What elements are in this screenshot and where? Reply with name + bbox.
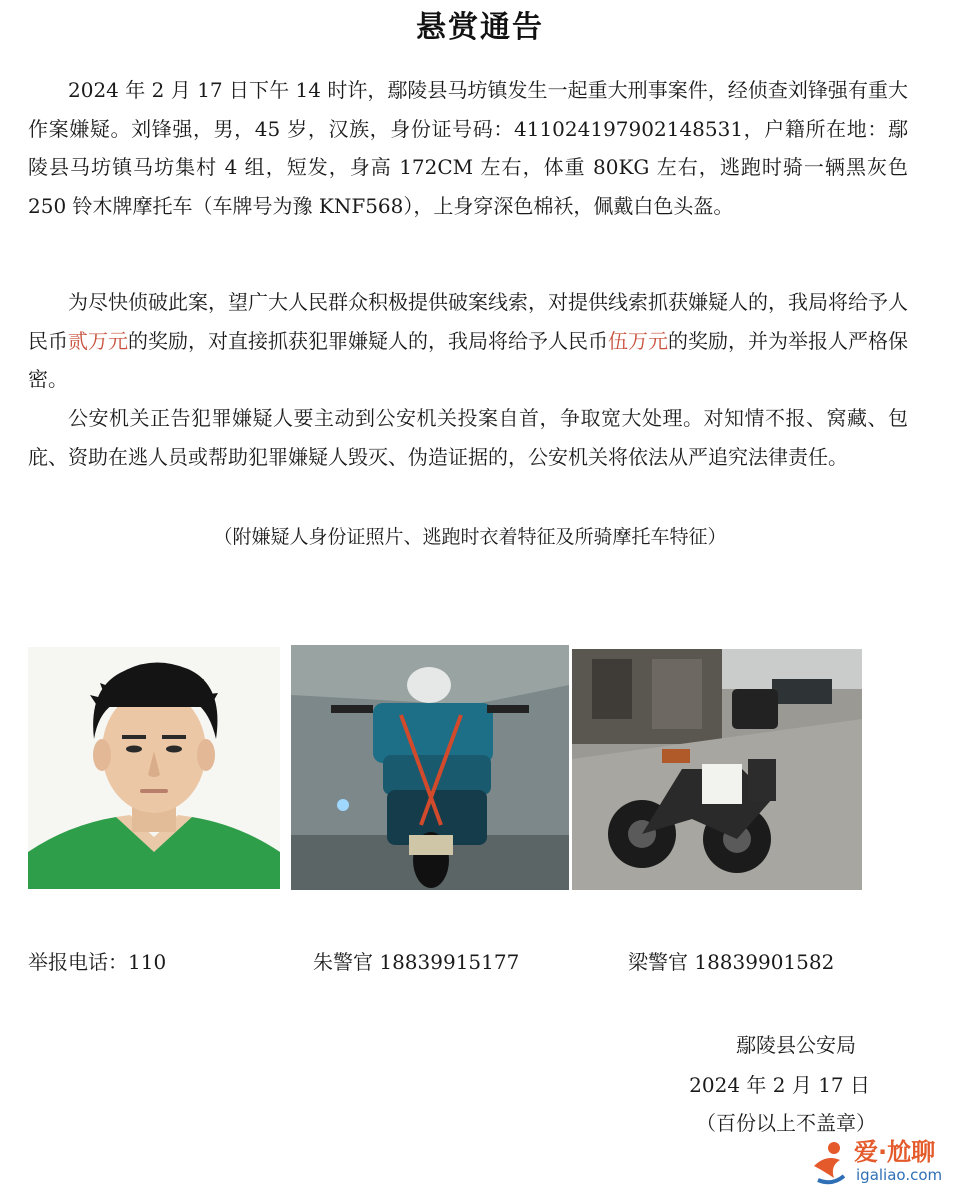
issue-date: 2024 年 2 月 17 日 bbox=[689, 1073, 870, 1097]
rider-surveillance-photo bbox=[291, 645, 569, 890]
site-watermark bbox=[800, 1130, 960, 1196]
reward-text-b: 的奖励，对直接抓获犯罪嫌疑人的，我局将给予人民币 bbox=[128, 328, 608, 353]
attachment-note: （附嫌疑人身份证照片、逃跑时衣着特征及所骑摩托车特征） bbox=[213, 526, 727, 548]
officer-liang-contact: 梁警官 18839901582 bbox=[628, 950, 835, 974]
watermark-logo-icon bbox=[804, 1136, 854, 1190]
case-description-paragraph: 2024 年 2 月 17 日下午 14 时许，鄢陵县马坊镇发生一起重大刑事案件，经侦查刘锋强有重大作案嫌疑。刘锋强，男，45 岁，汉族，身份证号码：411024197902148531，户籍所在地：鄢陵县马坊镇马坊集村 4 组，短发，身高 172CM 左右，体重 80KG 左右，逃跑时骑一辆黑灰色 250 铃木牌摩托车（车牌号为豫 KNF568），上身穿深色棉袄，佩戴白色头盔。 bbox=[28, 78, 908, 218]
warning-paragraph: 公安机关正告犯罪嫌疑人要主动到公安机关投案自首，争取宽大处理。对知情不报、窝藏、包庇、资助在逃人员或帮助犯罪嫌疑人毁灭、伪造证据的，公安机关将依法从严追究法律责任。 bbox=[28, 406, 908, 469]
report-hotline: 举报电话：110 bbox=[28, 950, 167, 974]
notice-title: 悬赏通告 bbox=[416, 10, 544, 45]
reward-amount-capture: 伍万元 bbox=[608, 328, 668, 353]
reward-text-c: 的奖励，并为举报人严格保密。 bbox=[28, 328, 908, 391]
seal-note: （百份以上不盖章） bbox=[696, 1111, 876, 1135]
suspect-id-photo bbox=[28, 647, 280, 889]
issuing-authority: 鄢陵县公安局 bbox=[736, 1033, 856, 1057]
reward-amount-clue: 贰万元 bbox=[68, 328, 128, 353]
motorcycle-photo bbox=[572, 649, 862, 890]
reward-paragraph bbox=[28, 283, 908, 399]
reward-text-a: 为尽快侦破此案，望广大人民群众积极提供破案线索，对提供线索抓获嫌疑人的，我局将给予人民币 bbox=[28, 290, 908, 353]
watermark-url: igaliao.com bbox=[856, 1166, 943, 1184]
watermark-text: 爱·尬聊 bbox=[854, 1138, 936, 1166]
officer-zhu-contact: 朱警官 18839915177 bbox=[313, 950, 520, 974]
